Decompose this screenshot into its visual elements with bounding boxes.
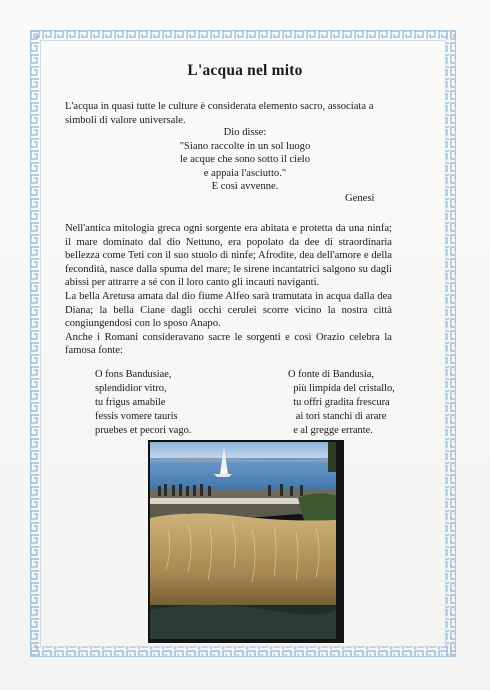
quote-line: Dio disse: (223, 127, 267, 138)
mythology-paragraph: Nell'antica mitologia greca ogni sorgente era abitata e protetta da una ninfa; il mare dominato dal dio Nettuno, era popolato da dee di straordinaria bellezza come Teti con il suo stuolo di ninfe; Afrodite, dea dell'amore e della fecondità, nasce dalla spuma del mare; le sirene incantatrici salgono su dagli abissi per attrarre a sé con il loro canto gli incauti naviganti. La bella Aretusa amata dal dio fiume Alfeo sarà tramutata in acqua dalla dea Diana; la bella Ciane dagli occhi cerulei scorre vicino la nostra città congiungendosi con lo sposo Anapo. Anche i Romani consideravano sacre le sorgenti e così Orazio celebra la famosa fonte: (65, 223, 392, 357)
poem-line: tu offri gradita frescura (288, 397, 390, 408)
poem-line: ai tori stanchi di arare (288, 411, 387, 422)
poem-line: pruebes et pecori vago. (95, 425, 192, 436)
page-title: L'acqua nel mito (187, 62, 303, 79)
poem-latin (95, 368, 191, 438)
quote-line: E così avvenne. (211, 181, 279, 193)
poem-line: più limpida del cristallo, (288, 383, 395, 394)
poem-line: e al gregge errante. (288, 425, 373, 436)
poem-line: O fons Bandusiae, (95, 369, 172, 380)
poem-line: splendidior vitro, (95, 383, 167, 394)
fonte-aretusa-photo (148, 440, 344, 643)
poem-line: tu frigus amabile (95, 397, 166, 408)
quote-line: "Siano raccolte in un sol luogo (179, 140, 311, 152)
intro-paragraph: L'acqua in quasi tutte le culture è considerata elemento sacro, associata a simboli di valore universale. (65, 101, 374, 126)
quote-line: le acque che sono sotto il cielo (179, 154, 311, 166)
poem-line: O fonte di Bandusia, (288, 369, 374, 380)
quote-line: e appaia l'asciutto." (203, 167, 287, 179)
poem-italian (288, 368, 395, 438)
genesis-quote (150, 126, 340, 194)
poem-line: fessis vomere tauris (95, 411, 178, 422)
quote-source: Genesi (345, 193, 375, 204)
